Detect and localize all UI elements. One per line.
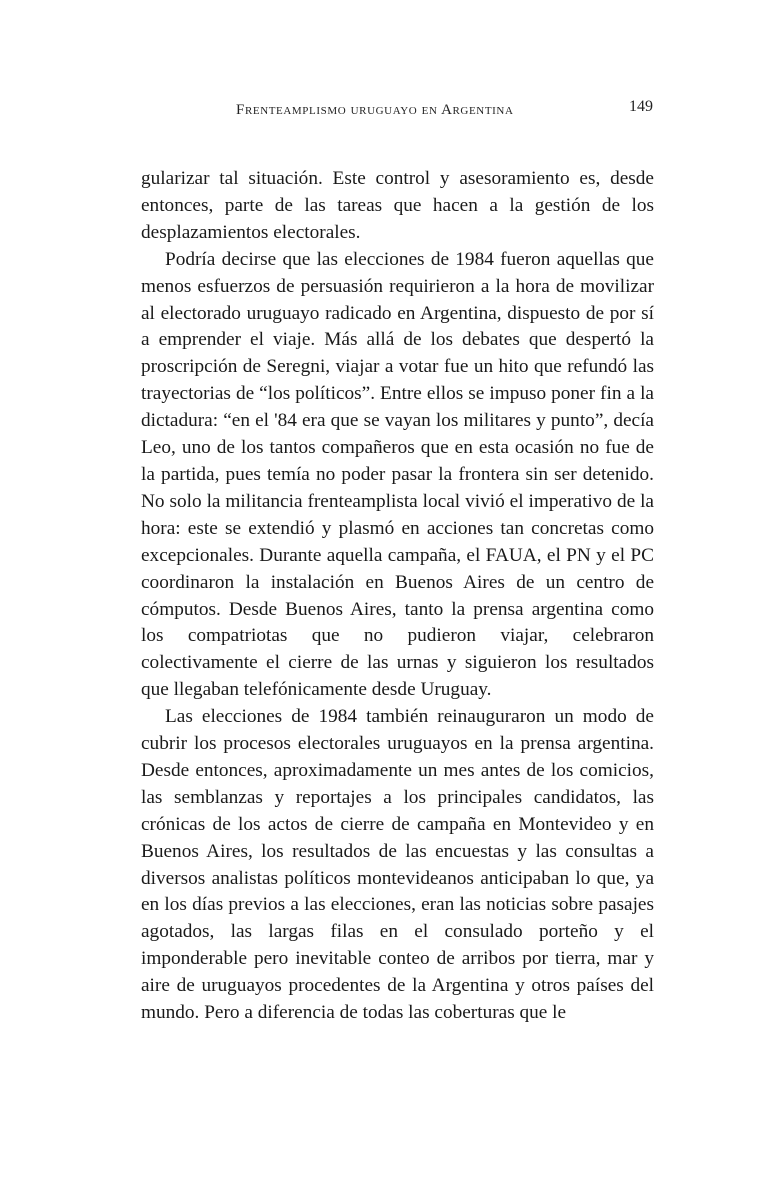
paragraph-elections-1984: Podría decirse que las elecciones de 1984 fueron aquellas que menos esfuerzos de persuasión requirieron a la hora de movilizar al electorado uruguayo radicado en Argentina, dispuesto de por sí a emprender el viaje. Más allá de los debates que despertó la proscripción de Seregni, viajar a votar fue un hito que refundó las trayectorias de “los políticos”. Entre ellos se impuso poner fin a la dictadura: “en el '84 era que se vayan los militares y punto”, decía Leo, uno de los tantos compañeros que en esta ocasión no fue de la partida, pues temía no poder pasar la frontera sin ser detenido. No solo la militancia frenteamplista local vivió el imperativo de la hora: este se extendió y plasmó en acciones tan concretas como excepcionales. Durante aquella campaña, el FAUA, el PN y el PC coordinaron la instalación en Buenos Aires de un centro de cómputos. Desde Buenos Aires, tanto la prensa argentina como los compatriotas que no pudieron viajar, celebraron colectivamente el cierre de las urnas y siguieron los resultados que llegaban telefónicamente desde Uruguay. (141, 248, 654, 701)
page-header (140, 98, 655, 122)
page-number: 149 (629, 98, 653, 115)
paragraph-press-coverage: Las elecciones de 1984 también reinauguraron un modo de cubrir los procesos electorales uruguayos en la prensa argentina. Desde entonces, aproximadamente un mes antes de los comicios, las semblanzas y reportajes a los principales candidatos, las crónicas de los actos de cierre de campaña en Montevideo y en Buenos Aires, los resultados de las encuestas y las consultas a diversos analistas políticos montevideanos anticipaban lo que, ya en los días previos a las elecciones, eran las noticias sobre pasajes agotados, las largas filas en el consulado porteño y el imponderable pero inevitable conteo de arribos por tierra, mar y aire de uruguayos procedentes de la Argentina y otros países del mundo. Pero a diferencia de todas las coberturas que le (141, 706, 654, 1024)
paragraph-continuation: gularizar tal situación. Este control y asesoramiento es, desde entonces, parte de las tareas que hacen a la gestión de los desplazamientos electorales. (141, 168, 654, 243)
body-text (141, 166, 654, 1027)
running-head: Frenteamplismo uruguayo en Argentina (236, 102, 514, 118)
